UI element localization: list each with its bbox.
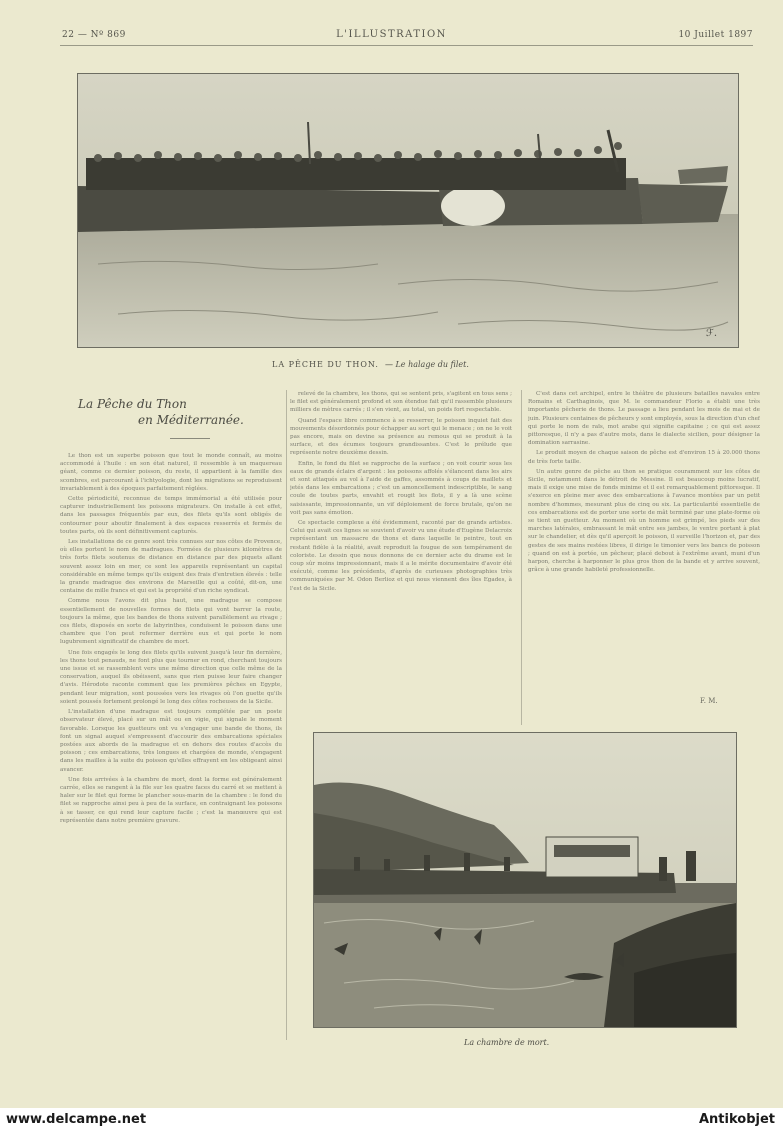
paragraph: Les installations de ce genre sont très connues sur nos côtes de Provence, où elles portent le nom de madragues. Formées de plusieurs kilomètres de très forts filets soutenus de distance en distance par des piquets allant souvent assez loin en mer, ce sont les appareils représentant un capital considérable en même temps qu'ils exigent des frais d'entretien élevés : telle la grande madrague des environs de Marseille qui a coûté, dit-on, une centaine de mille francs et qui est la propriété d'un riche syndicat. [60,539,282,595]
paragraph: C'est dans cet archipel, entre le théâtre de plusieurs batailles navales entre Romains et Carthaginois, que M. le commandeur Florio a établi une très importante pêcherie de thons. Le passage a lieu pendant les mois de mai et de juin. Plusieurs centaines de pêcheurs y sont employés, sous la direction d'un chef qui porte le nom de raïs, mot arabe qui signifie capitaine ; ce qui est assez pittoresque, il n'y a pas d'autre mots, dans le dialecte sicilien, pour désigner la domination sarrasine. [528,391,760,447]
photo-caption-chamber: La chambre de mort. [464,1038,550,1047]
photo-chamber-of-death [313,732,737,1028]
paragraph: relevé de la chambre, les thons, qui se sentent pris, s'agitent en tous sens ; le filet est généralement profond et son étendue fait qu'il rassemble plusieurs milliers de mètres carrés ; il s'en vient, au total, un poids fort respectable. [290,391,512,414]
caption-subtitle: — Le halage du filet. [384,360,469,369]
article-title-line2: en Méditerranée. [138,413,244,427]
column-rule [286,390,287,1040]
paragraph: Enfin, le fond du filet se rapproche de la surface ; on voit courir sous les eaux de grands éclairs d'argent : les poissons affolés s'élancent dans les airs et sont attaqués au vol à l'aide de gaffes, assommés à coups de maillets et jetés dans les embarcations ; c'est un amoncellement indescriptible, le sang coule de toutes parts, envahit et rougit les flots, il y a là une scène saisissante, impressionnante, un vif déploiement de force brutale, qu'on ne voit pas sans émotion. [290,460,512,516]
article-column-1 [60,452,282,1042]
paragraph: Le thon est un superbe poisson que tout le monde connaît, au moins accommodé à l'huile : en son état naturel, il ressemble à un maquereau géant, comme ce dernier poisson, du reste, il appartient à la famille des scombres, est parcourant à l'ichtyologie, dont les migrations se reproduisent invariablement à des époques parfaitement réglées. [60,453,282,492]
title-divider [170,438,210,439]
paragraph: Une fois engagés le long des filets qu'ils suivent jusqu'à leur fin dernière, les thons tout penauds, ne font plus que tourner en rond, cherchant toujours une issue et se rassemblent vers une même direction que celle même de la conservation, auquel ils obéissent, sans que rien puisse leur faire changer d'avis. Hérodote raconte comment que les premières pêches en Egypte, pendant leur migration, sont poussées vers les rivages où l'on guette qu'ils soient poussés fortement prolongé le long des côtes rocheuses de la Sicile. [60,649,282,705]
article-column-3 [528,390,760,690]
header-rule [60,45,753,46]
issue-date: 10 Juillet 1897 [678,30,753,40]
watermark-footer [0,1108,783,1130]
article-title-line1: La Pêche du Thon [78,397,187,411]
paragraph: Le produit moyen de chaque saison de pêche est d'environ 15 à 20.000 thons de très forte taille. [528,450,760,465]
paragraph: L'installation d'une madrague est toujours complétée par un poste observateur élevé, placé sur un mât ou en vigie, qui signale le moment favorable. Lorsque les guetteurs ont vu s'engager une bande de thons, ils font un signal auquel s'empressent d'accourir des embarcations spéciales postées aux abords de la madrague et en dehors des routes d'accès du poisson ; ces embarcations, très longues et chargées de monde, s'engagent dans les mailles à la suite du poisson qu'elles effrayent en les obligeant ainsi avancer. [60,709,282,773]
paragraph: Cette périodicité, reconnue de temps immémorial a été utilisée pour capturer industriellement les poissons migrateurs. On installe à cet effet, dans les passages fréquentés par eux, des filets qu'ils sont obligés de contourner pour aboutir finalement à des espaces resserrés et fermés de toutes parts, où ils sont définitivement capturés. [60,496,282,535]
author-signature: F. M. [700,697,718,705]
paragraph: Un autre genre de pêche au thon se pratique couramment sur les côtes de Sicile, notamment dans le détroit de Messine. Il est beaucoup moins lucratif, mais il exige une mise de fonds minime et il est remarquablement pittoresque. Il s'exerce en pleine mer avec des embarcations à l'avance montées par un petit nombre d'hommes, mesurant plus de cinq ou six. La particularité essentielle de ces embarcations est de porter une sorte de mât terminé par une plate-forme où se tient un guetteur. Au moment où un homme est grimpé, les pieds sur des marches latérales, embrassant le mât entre ses jambes, le ventre portant à plat sur le chandelier, et dès qu'il aperçoit le poisson, il surveille l'horizon et, par des gestes de ses mains restées libres, il dirige le timonier vers les bancs de poisson ; quand on est à portée, un pêcheur, placé debout à l'extrême avant, muni d'un harpon, cherche à harponner le plus gros thon de la bande et y arrive souvent, grâce à une grande habileté professionnelle. [528,468,760,574]
paragraph: Quand l'espace libre commence à se resserrer, le poisson inquiet fait des mouvements désordonnés pour échapper au sort qui le menace ; on ne le voit pas encore, mais on devine sa présence au remous qui se produit à la surface, et des écumes toujours grandissantes. C'est le prélude que représente notre deuxième dessin. [290,417,512,457]
article-title [78,396,288,428]
source-watermark-right: Antikobjet [698,1112,775,1127]
journal-title: L'ILLUSTRATION [336,29,447,40]
paragraph: Ce spectacle complexe a été évidemment, raconté par de grands artistes. Celui qui avait ces lignes se souvient d'avoir vu une étude d'Eugène Delacroix représentant un massacre de thons et dans laquelle le peintre, tout en restant fidèle à la réalité, avait reproduit la fougue de son tempérament de coloriste. Le dessin que nous donnons de ce dernier acte du drame est le coup sûr moins impressionnant, mais il a le mérite documentaire d'avoir été exécuté, comme les précédents, d'après de curieuses photographies très communiquées par M. Odon Berlioz et qui nous viennent des îles Egades, à l'est de la Sicile. [290,520,512,592]
svg-text:ℱ.: ℱ. [706,328,718,339]
article-column-2 [290,390,512,725]
photo-caption-hauling [272,360,469,369]
caption-title: LA PÊCHE DU THON. [272,360,379,369]
paragraph: Comme nous l'avons dit plus haut, une madrague se compose essentiellement de nouvelles formes de filets qui vont barrer la route, toujours la même, que les bandes de thons suivent parallèlement au rivage ; ces filets, disposés en sorte de labyrinthes, conduisent le poisson dans une chambre que l'on peut refermer derrière eux et qui porte le nom lugubrement significatif de chambre de mort. [60,598,282,646]
column-rule [521,390,522,725]
paragraph: Une fois arrivées à la chambre de mort, dont la forme est généralement carrée, elles se rangent à la file sur les quatre faces du carré et se mettent à haler sur le filet qui forme le plancher sous-marin de la chambre : le fond du filet se rapproche ainsi peu à peu de la surface, en contraignant les poissons à se tasser, ce qui rend leur capture facile ; c'est la manœuvre qui est représentée dans notre première gravure. [60,776,282,824]
page-number: 22 — Nº 869 [62,30,126,40]
photo-hauling-net [77,73,739,348]
source-watermark-left: www.delcampe.net [6,1112,147,1127]
